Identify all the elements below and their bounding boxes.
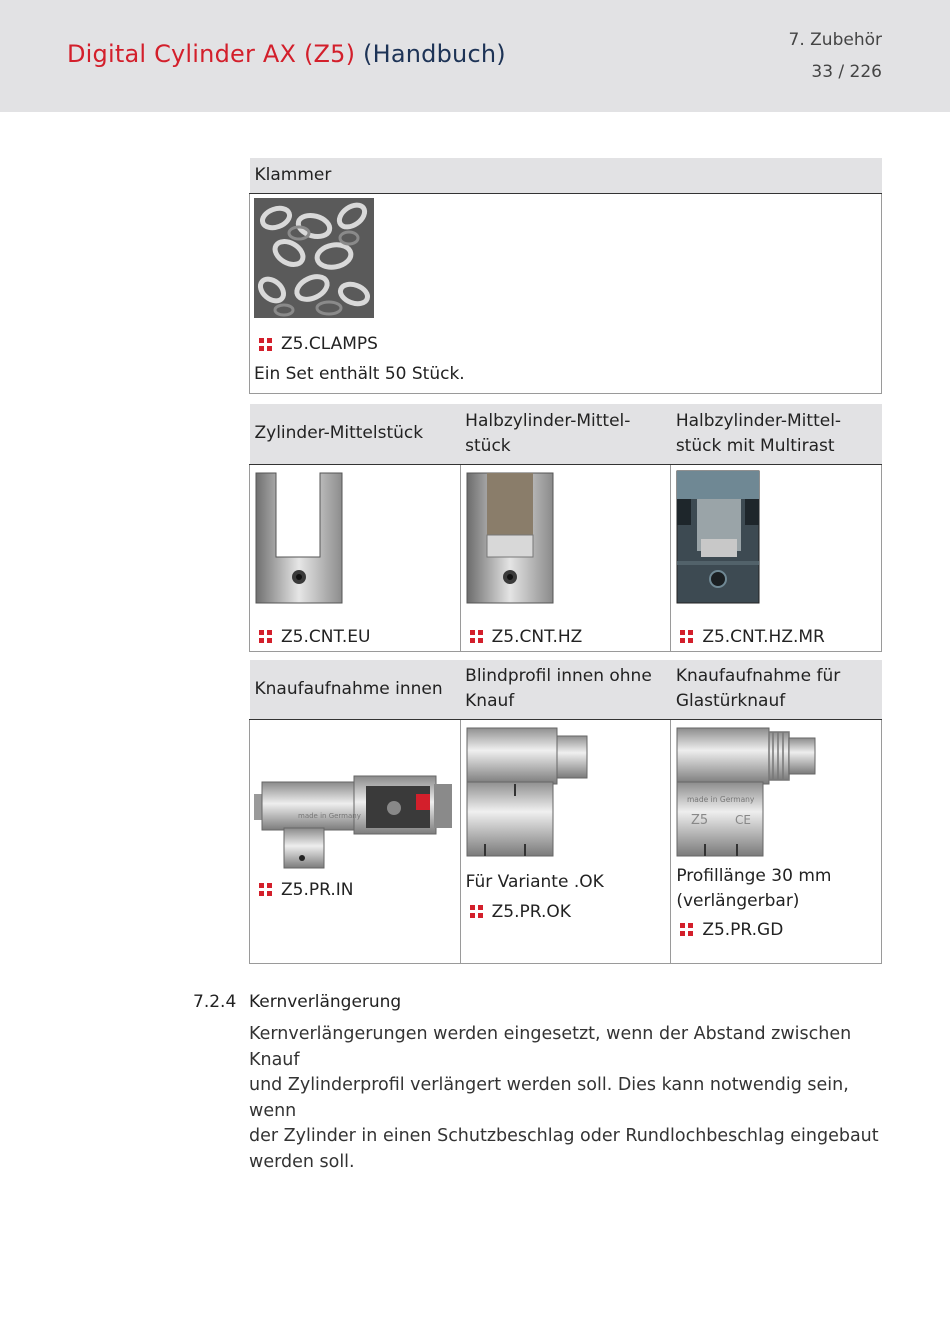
body-line: werden soll.: [249, 1151, 355, 1172]
half-cylinder-center-piece-image: [465, 469, 555, 607]
page-header: [0, 0, 950, 112]
product-code-icon: [470, 630, 483, 643]
svg-text:made in Germany: made in Germany: [687, 794, 755, 804]
cell-cnt-eu: [250, 464, 461, 651]
cnt-hz-mr-code-text: Z5.CNT.HZ.MR: [702, 626, 825, 647]
pr-gd-note-line: (verlängerbar): [676, 890, 800, 911]
clamps-code: [259, 334, 877, 354]
cnt-eu-code-text: Z5.CNT.EU: [281, 626, 371, 647]
product-code-icon: [259, 883, 272, 896]
header-line: stück: [465, 435, 511, 456]
cnt-eu-code: [259, 627, 456, 647]
header-line: stück mit Multirast: [675, 435, 835, 456]
header-cnt-hz-mr: [671, 404, 882, 464]
header-line: Glastürknauf: [675, 691, 786, 712]
section-body: [249, 1022, 889, 1175]
body-line: und Zylinderprofil verlängert werden soll. Dies kann notwendig sein, wenn: [249, 1075, 849, 1121]
pr-ok-note: Für Variante .OK: [465, 871, 604, 892]
pr-in-code: [259, 880, 456, 900]
header-line: Knaufaufnahme innen: [254, 678, 443, 699]
clamps-table: [249, 158, 882, 394]
header-pr-gd: [671, 660, 882, 719]
header-pr-ok: [460, 660, 671, 719]
clamps-cell: [250, 194, 882, 394]
section-title: Kernverlängerung: [249, 992, 402, 1012]
cnt-hz-code: [470, 627, 667, 647]
header-pr-in: [250, 660, 461, 719]
pr-gd-code-text: Z5.PR.GD: [702, 919, 784, 940]
product-code-icon: [680, 923, 693, 936]
svg-text:CE: CE: [735, 812, 752, 827]
blind-profile-image: [465, 724, 589, 860]
pr-gd-note: [676, 864, 877, 914]
clamps-header: Klammer: [250, 158, 882, 194]
header-line: Knaufaufnahme für: [675, 666, 841, 687]
pr-gd-note-line: Profillänge 30 mm: [676, 865, 832, 886]
chapter-label: 7. Zubehör: [788, 30, 882, 50]
cell-pr-ok: [460, 719, 671, 963]
header-cnt-eu: [250, 404, 461, 464]
pr-in-code-text: Z5.PR.IN: [281, 879, 354, 900]
section-number: 7.2.4: [193, 992, 237, 1012]
body-line: Kernverlängerungen werden eingesetzt, wenn der Abstand zwischen Knauf: [249, 1024, 852, 1070]
header-line: Halbzylinder-Mittel-: [675, 410, 842, 431]
pr-ok-code: [470, 902, 667, 922]
document-title: [67, 40, 506, 68]
half-cylinder-multirast-image: [675, 469, 761, 605]
profiles-table: [249, 660, 882, 964]
product-code-icon: [680, 630, 693, 643]
pr-gd-code: [680, 920, 877, 940]
product-code-icon: [259, 630, 272, 643]
clamps-image: [254, 198, 374, 318]
header-cnt-hz: [460, 404, 671, 464]
cnt-hz-mr-code: [680, 627, 877, 647]
page-number: 33 / 226: [811, 62, 882, 82]
cell-pr-in: [250, 719, 461, 963]
document-title-type: (Handbuch): [363, 40, 506, 68]
pr-ok-code-text: Z5.PR.OK: [491, 901, 571, 922]
knob-receiver-inner-image: [254, 724, 454, 874]
cnt-hz-code-text: Z5.CNT.HZ: [491, 626, 583, 647]
cell-pr-gd: [671, 719, 882, 963]
svg-text:made in Germany: made in Germany: [298, 811, 361, 820]
header-line: Zylinder-Mittelstück: [254, 423, 424, 444]
header-line: Blindprofil innen ohne: [465, 666, 652, 687]
clamps-code-text: Z5.CLAMPS: [281, 334, 378, 354]
header-line: Halbzylinder-Mittel-: [465, 410, 631, 431]
cylinder-center-piece-image: [254, 469, 344, 607]
svg-text:Z5: Z5: [691, 812, 709, 828]
header-line: Knauf: [465, 691, 515, 712]
body-line: der Zylinder in einen Schutzbeschlag oder Rundlochbeschlag eingebaut: [249, 1126, 879, 1146]
cell-cnt-hz-mr: [671, 464, 882, 651]
glass-door-knob-receiver-image: [675, 724, 825, 860]
document-title-product: Digital Cylinder AX (Z5): [67, 40, 356, 68]
cell-cnt-hz: [460, 464, 671, 651]
product-code-icon: [259, 338, 272, 351]
center-pieces-table: [249, 404, 882, 652]
clamps-note: Ein Set enthält 50 Stück.: [254, 364, 465, 384]
product-code-icon: [470, 905, 483, 918]
